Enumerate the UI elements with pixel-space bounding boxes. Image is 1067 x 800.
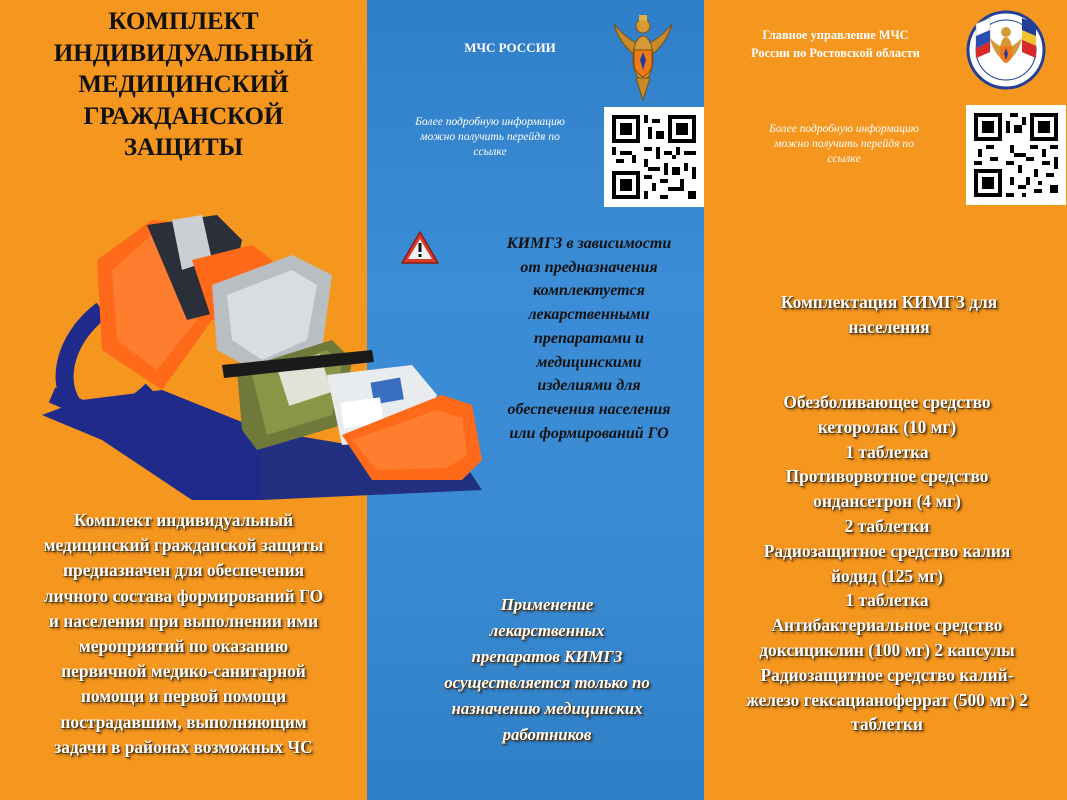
title-line: КОМПЛЕКТ xyxy=(108,8,259,35)
list-item: доксициклин (100 мг) 2 капсулы xyxy=(759,639,1015,660)
description-line: и населения при выполнении ими xyxy=(48,610,319,631)
note-line: препаратами и xyxy=(533,329,645,347)
list-item: ондансетрон (4 мг) xyxy=(813,491,961,512)
more-info-line: Более подробную информацию xyxy=(769,123,919,135)
list-item: 2 таблетки xyxy=(844,515,930,536)
more-info-line: можно получить перейдя по xyxy=(420,131,560,143)
note-line: или формирований ГО xyxy=(509,424,669,442)
rostov-mchs-label xyxy=(728,26,943,62)
list-item: йодид (125 мг) xyxy=(831,565,943,586)
heading-line: населения xyxy=(848,317,930,337)
description-line: личного состава формирований ГО xyxy=(43,585,324,606)
qr-code-icon[interactable] xyxy=(604,107,704,207)
usage-line: лекарственных xyxy=(489,621,605,640)
note-line: комплектуется xyxy=(533,282,645,300)
note-line: изделиями для xyxy=(537,377,641,395)
contents-list xyxy=(712,390,1062,737)
list-item: Радиозащитное средство калий- xyxy=(760,664,1014,685)
more-info-line: ссылке xyxy=(473,146,507,158)
description-line: помощи и первой помощи xyxy=(80,686,287,707)
note-line: лекарственными xyxy=(528,306,650,324)
usage-line: Применение xyxy=(500,595,594,614)
page-title xyxy=(20,6,347,164)
description-line: Комплект индивидуальный xyxy=(73,510,294,530)
list-item: кеторолак (10 мг) xyxy=(817,416,957,437)
more-info-line: можно получить перейдя по xyxy=(774,138,914,150)
description-line: предназначен для обеспечения xyxy=(63,560,304,581)
list-item: таблетки xyxy=(851,714,923,735)
description-line: мероприятий по оказанию xyxy=(78,636,289,657)
description-line: пострадавшим, выполняющим xyxy=(60,711,307,732)
note-line: КИМГЗ в зависимости xyxy=(506,235,672,252)
list-item: железо гексацианоферрат (500 мг) 2 xyxy=(746,689,1028,710)
more-info-line: ссылке xyxy=(827,153,861,165)
mchs-emblem-icon xyxy=(612,10,674,102)
usage-line: назначению медицинских xyxy=(451,699,643,718)
more-info-line: Более подробную информацию xyxy=(415,116,565,128)
list-item: Противорвотное средство xyxy=(785,466,989,487)
qr-code-icon[interactable] xyxy=(966,105,1066,205)
title-line: ГРАЖДАНСКОЙ xyxy=(83,102,284,130)
more-info-text xyxy=(744,122,944,167)
title-line: ИНДИВИДУАЛЬНЫЙ xyxy=(53,39,314,67)
list-item: Антибактериальное средство xyxy=(771,615,1003,636)
note-line: обеспечения населения xyxy=(507,400,671,418)
usage-note xyxy=(412,592,682,748)
rostov-mchs-emblem-icon xyxy=(966,4,1046,96)
kit-composition-note xyxy=(484,232,694,445)
list-item: Обезболивающее средство xyxy=(783,392,991,412)
usage-line: препаратов КИМГЗ xyxy=(471,647,623,666)
mchs-russia-label: МЧС РОССИИ xyxy=(464,40,556,55)
list-item: Радиозащитное средство калия xyxy=(763,540,1011,561)
usage-line: осуществляется только по xyxy=(444,673,650,692)
list-item: 1 таблетка xyxy=(845,590,929,611)
list-item: 1 таблетка xyxy=(845,441,929,462)
org-line: Главное управление МЧС xyxy=(762,28,909,42)
heading-line: Комплектация КИМГЗ для xyxy=(780,292,998,312)
note-line: медицинскими xyxy=(536,353,642,371)
description-line: медицинский гражданской защиты xyxy=(43,535,324,556)
usage-line: работников xyxy=(502,725,592,744)
kit-description xyxy=(10,508,357,760)
description-line: задачи в районах возможных ЧС xyxy=(54,736,313,757)
description-line: первичной медико-санитарной xyxy=(61,661,306,682)
warning-icon xyxy=(400,230,440,266)
org-line: России по Ростовской области xyxy=(751,46,920,60)
note-line: от предназначения xyxy=(520,258,658,276)
title-line: ЗАЩИТЫ xyxy=(123,134,244,161)
title-line: МЕДИЦИНСКИЙ xyxy=(78,71,289,98)
more-info-text xyxy=(390,115,590,160)
contents-heading xyxy=(724,290,1054,340)
